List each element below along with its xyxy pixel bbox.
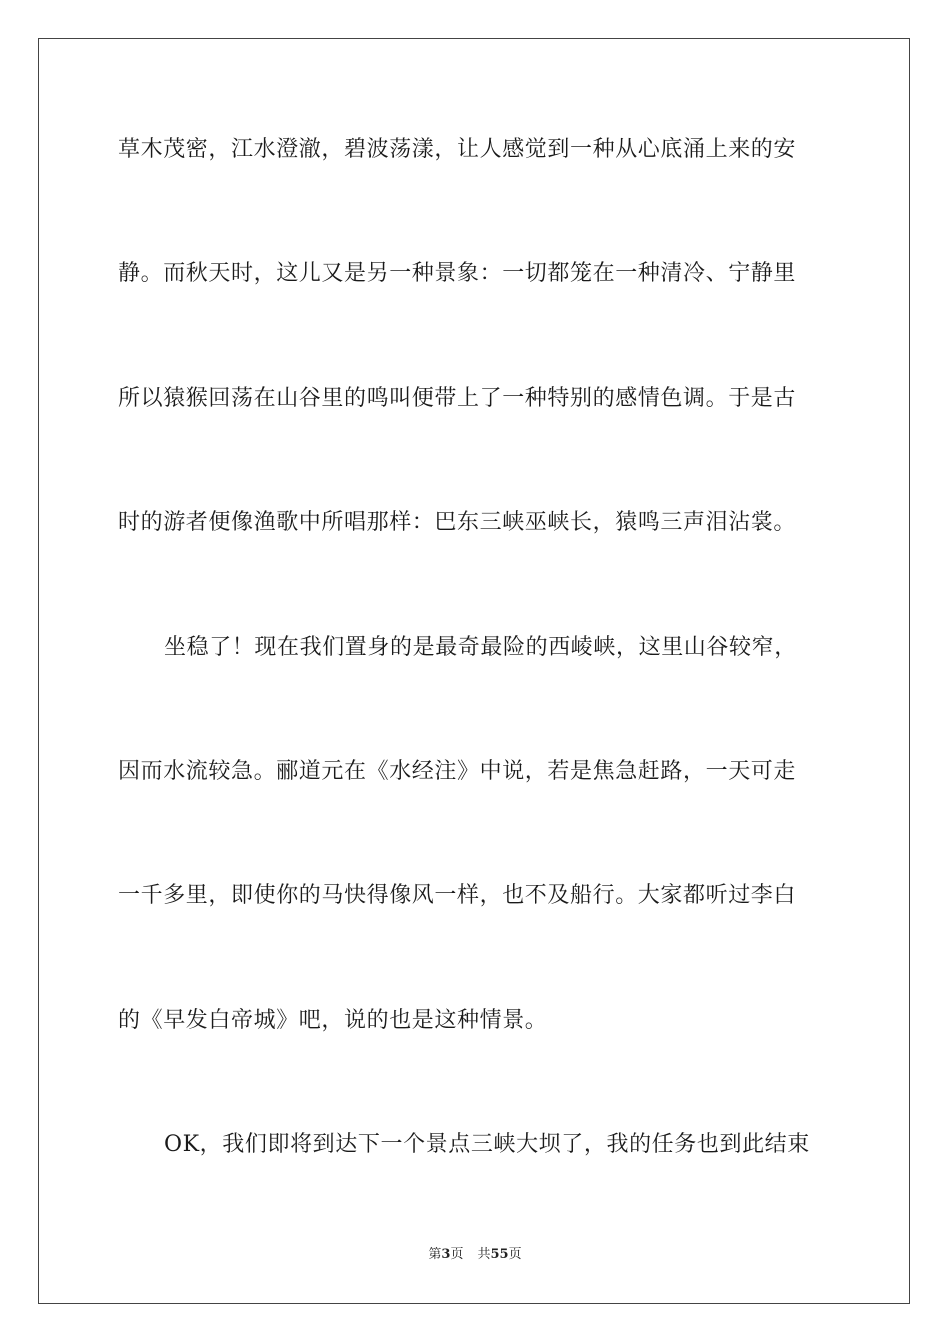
- body-text-line: 因而水流较急。郦道元在《水经注》中说，若是焦急赶路，一天可走: [118, 759, 797, 784]
- body-text-line: 坐稳了！现在我们置身的是最奇最险的西崚峡，这里山谷较窄，: [164, 635, 797, 660]
- page-footer: [0, 1246, 950, 1264]
- body-text-line: 一千多里，即使你的马快得像风一样，也不及船行。大家都听过李白: [118, 883, 797, 908]
- body-text-line: 时的游者便像渔歌中所唱那样：巴东三峡巫峡长，猿鸣三声泪沾裳。: [118, 510, 797, 535]
- total-pages: 55: [490, 1247, 509, 1262]
- total-suffix: 页: [508, 1247, 522, 1262]
- body-text-line: 草木茂密，江水澄澈，碧波荡漾，让人感觉到一种从心底涌上来的安: [118, 137, 797, 162]
- page-suffix: 页: [450, 1247, 464, 1262]
- body-text-line: 的《早发白帝城》吧，说的也是这种情景。: [118, 1008, 548, 1033]
- page-number: 3: [441, 1247, 451, 1262]
- body-text-line: 静。而秋天时，这儿又是另一种景象：一切都笼在一种清冷、宁静里: [118, 261, 797, 286]
- page-border: [38, 38, 910, 1304]
- body-text-line: 所以猿猴回荡在山谷里的鸣叫便带上了一种特别的感情色调。于是古: [118, 386, 797, 411]
- page-prefix: 第: [428, 1247, 442, 1262]
- total-prefix: 共: [477, 1247, 491, 1262]
- body-text-line: OK，我们即将到达下一个景点三峡大坝了，我的任务也到此结束: [164, 1132, 810, 1157]
